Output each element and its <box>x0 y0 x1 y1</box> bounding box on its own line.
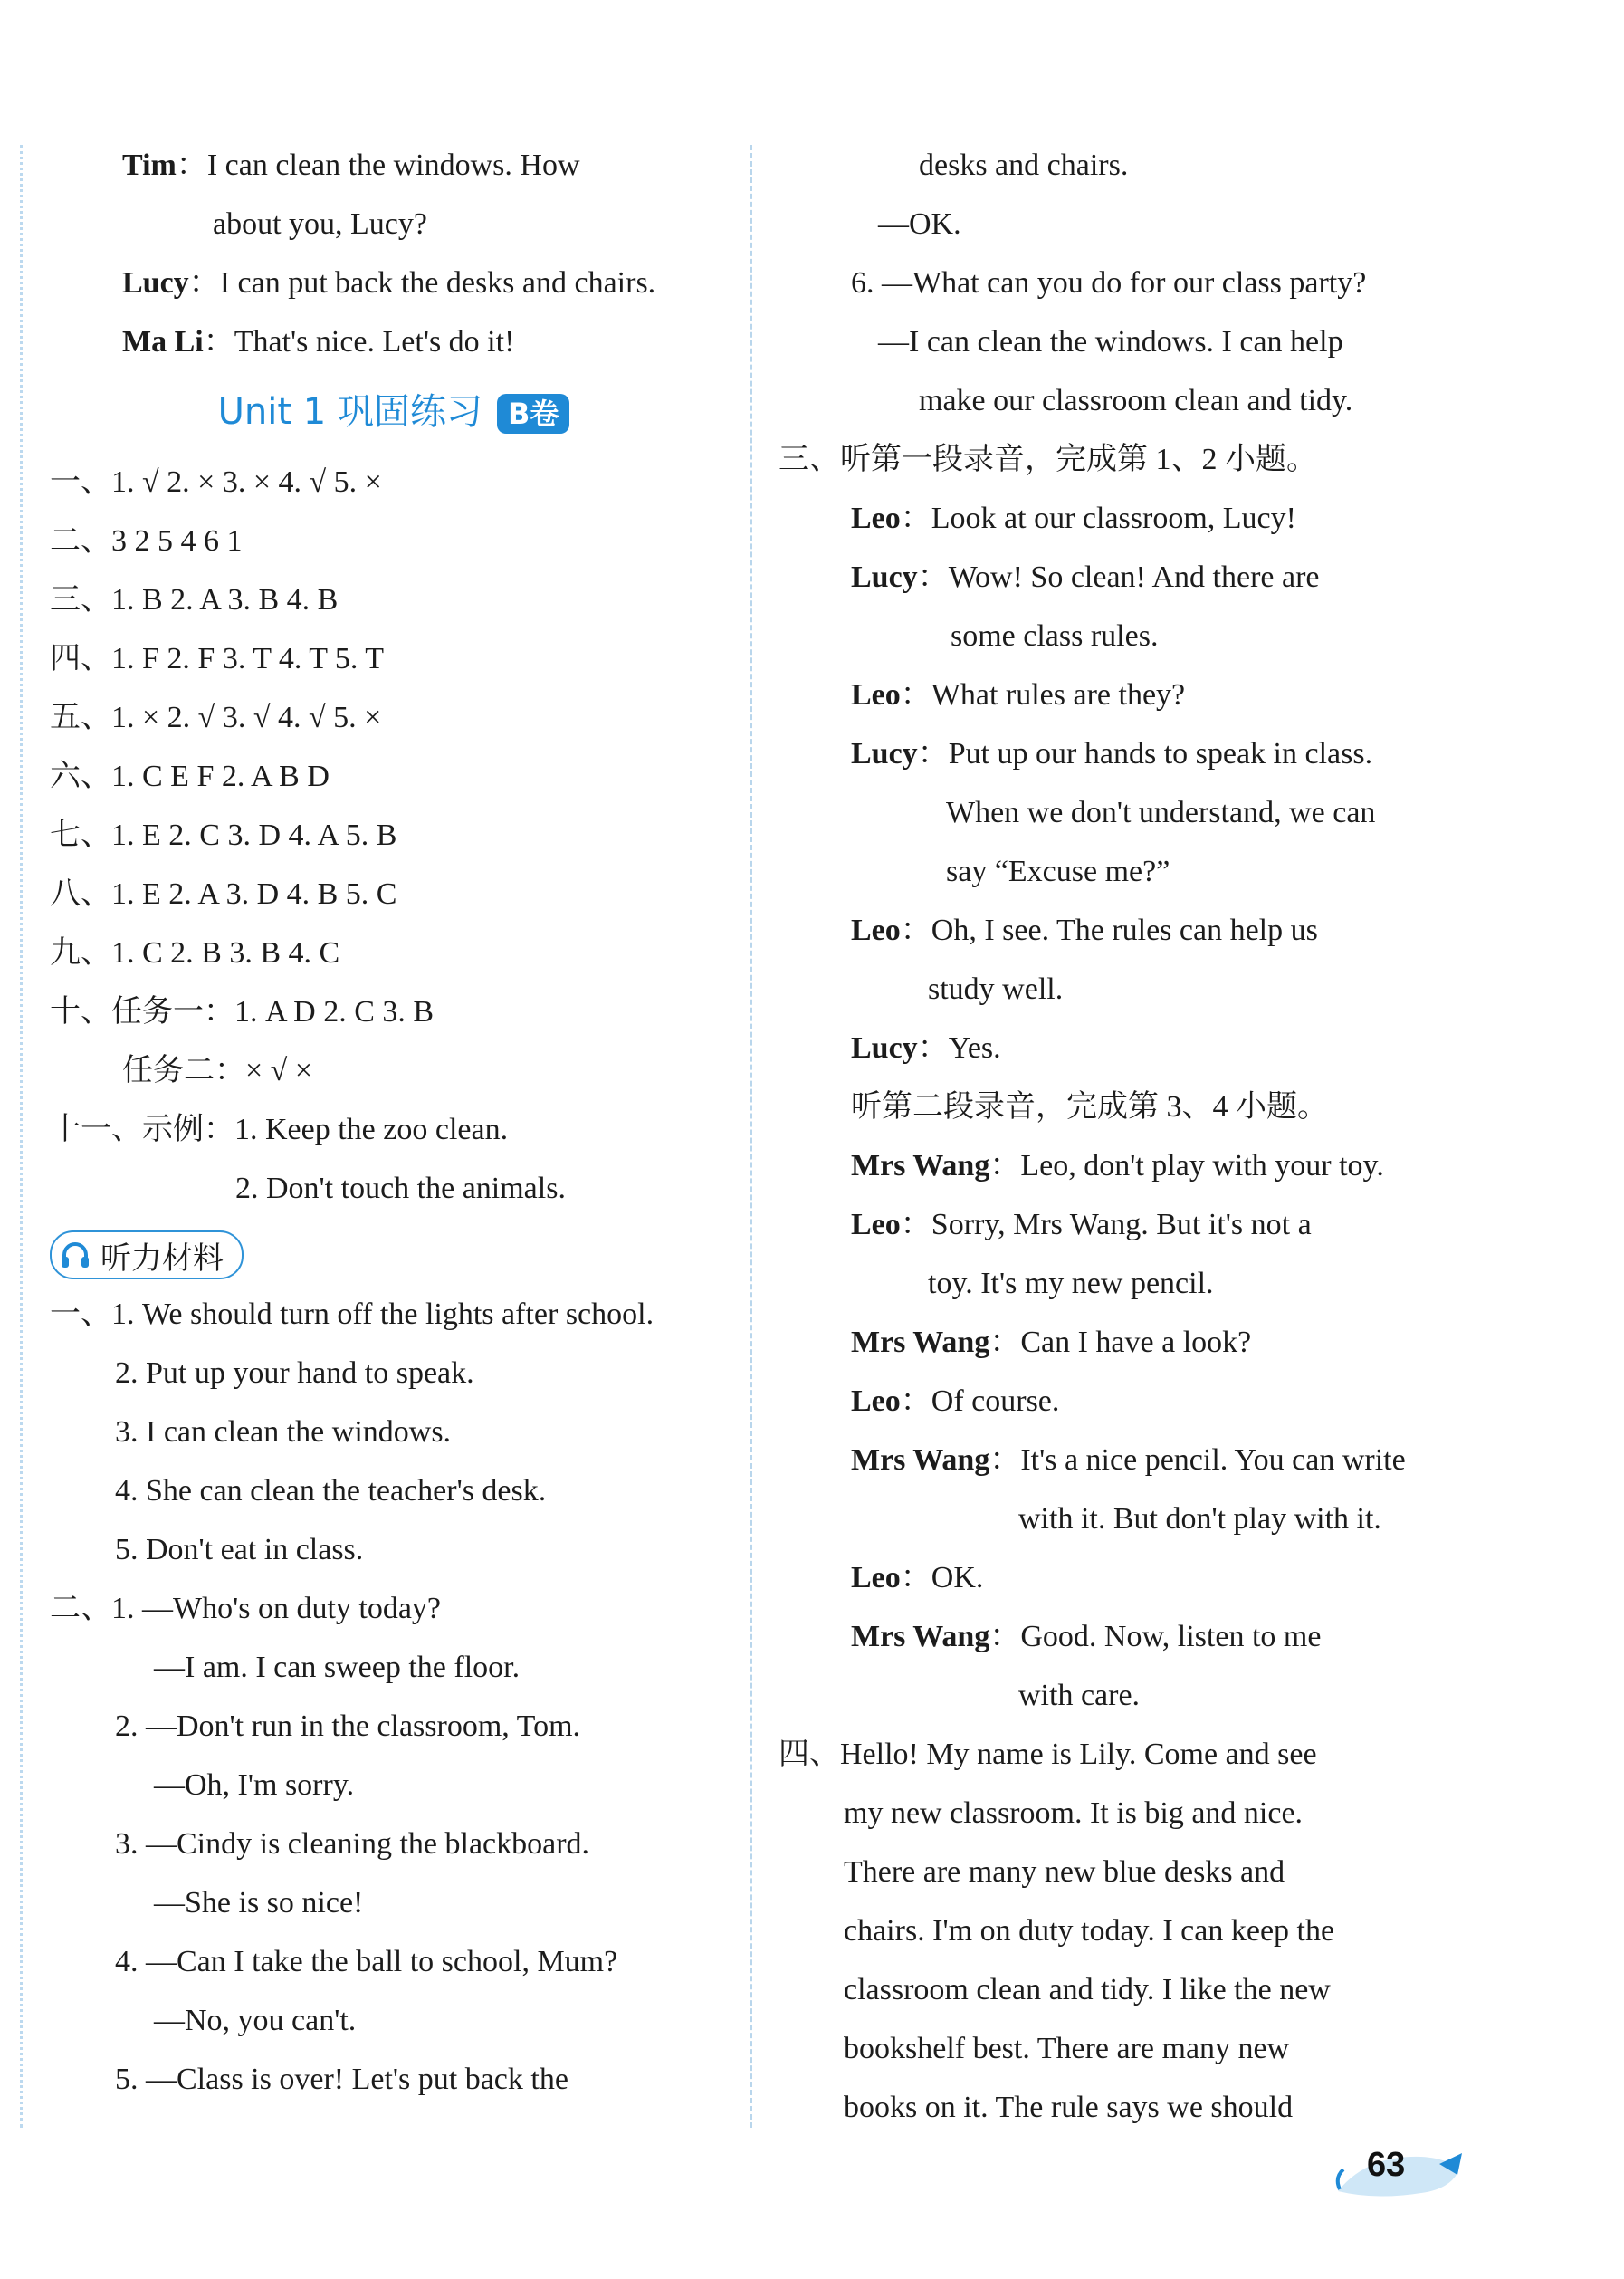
dialog-text: 听第二段录音，完成第 3、4 小题。 <box>851 1090 1328 1124</box>
colon: ： <box>900 1561 931 1594</box>
section-number: 二、 <box>50 1592 111 1625</box>
answer-text: 示例：1. Keep the zoo clean. <box>142 1113 509 1146</box>
dialog-line <box>779 666 1444 724</box>
dialog-text: What rules are they? <box>931 678 1186 712</box>
dialog-line <box>779 371 1444 430</box>
colon: ： <box>900 914 931 947</box>
colon: ： <box>917 560 949 594</box>
dialog-line <box>779 1960 1444 2019</box>
speaker-name: Lucy <box>851 737 918 771</box>
dialog-line <box>779 724 1444 783</box>
section-number: 八、 <box>50 877 111 911</box>
dialog-line <box>779 1843 1444 1901</box>
answer-line <box>50 806 738 865</box>
dialog-line <box>779 842 1444 901</box>
answer-line <box>50 1041 738 1100</box>
section-number: 九、 <box>50 936 111 970</box>
dialog-text: —I can clean the windows. I can help <box>878 325 1343 359</box>
answer-line <box>50 1815 738 1873</box>
dialog-text: say “Excuse me?” <box>946 855 1170 888</box>
answer-text: 1. F 2. F 3. T 4. T 5. T <box>111 642 385 675</box>
section-number: 三、 <box>50 583 111 617</box>
answer-text: 1. B 2. A 3. B 4. B <box>111 583 339 617</box>
dialog-line <box>779 1195 1444 1254</box>
dialog-text: study well. <box>928 972 1064 1006</box>
dialog-text: 四、Hello! My name is Lily. Come and see <box>779 1738 1317 1771</box>
page-number-badge <box>1331 2137 1466 2209</box>
section-number: 二、 <box>50 524 111 558</box>
answer-text: 任务一：1. A D 2. C 3. B <box>111 995 435 1029</box>
dialog-text: Good. Now, listen to me <box>1020 1620 1322 1653</box>
answer-text: —She is so nice! <box>154 1886 364 1920</box>
dialog-text: When we don't understand, we can <box>946 796 1376 829</box>
dialog-line <box>779 430 1444 489</box>
answer-text: 3 2 5 4 6 1 <box>111 524 243 558</box>
answer-text: 2. —Don't run in the classroom, Tom. <box>115 1709 581 1743</box>
speaker-name: Mrs Wang <box>851 1326 990 1359</box>
answer-text: 1. × 2. √ 3. √ 4. √ 5. × <box>111 701 382 734</box>
answer-text: 1. C 2. B 3. B 4. C <box>111 936 340 970</box>
dialog-text: bookshelf best. There are many new <box>844 2032 1290 2065</box>
colon: ： <box>188 266 220 300</box>
answer-text: 1. √ 2. × 3. × 4. √ 5. × <box>111 465 382 499</box>
dialog-text: Wow! So clean! And there are <box>948 560 1320 594</box>
answer-line <box>50 1638 738 1697</box>
left-column <box>50 136 738 2109</box>
answer-line <box>50 1159 738 1218</box>
speaker-name: Leo <box>851 1561 901 1594</box>
answer-text: 4. She can clean the teacher's desk. <box>115 1474 547 1508</box>
dialog-text: There are many new blue desks and <box>844 1855 1285 1889</box>
speaker-name: Tim <box>122 148 177 182</box>
dialog-line <box>779 136 1444 195</box>
answer-line <box>50 1403 738 1461</box>
dialog-line <box>779 1077 1444 1136</box>
answer-text: 3. —Cindy is cleaning the blackboard. <box>115 1827 590 1861</box>
dialog-text: Sorry, Mrs Wang. But it's not a <box>931 1208 1312 1241</box>
colon: ： <box>176 148 207 182</box>
answer-text: 3. I can clean the windows. <box>115 1415 452 1449</box>
dialog-line <box>779 1607 1444 1666</box>
answer-text: 1. We should turn off the lights after school. <box>111 1297 654 1331</box>
answer-text: 5. —Class is over! Let's put back the <box>115 2063 568 2096</box>
unit-badge: B卷 <box>497 394 569 434</box>
colon: ： <box>900 1208 931 1241</box>
dialog-line <box>779 1431 1444 1489</box>
dialog-line <box>779 607 1444 666</box>
dialog-text: I can clean the windows. How <box>206 148 580 182</box>
answer-text: 1. E 2. A 3. D 4. B 5. C <box>111 877 397 911</box>
dialog-text: with it. But don't play with it. <box>1018 1502 1381 1536</box>
speaker-name: Lucy <box>851 560 918 594</box>
dialog-text: Oh, I see. The rules can help us <box>931 914 1318 947</box>
dialog-text: my new classroom. It is big and nice. <box>844 1796 1304 1830</box>
answer-line <box>50 453 738 512</box>
dialog-text: OK. <box>931 1561 984 1594</box>
colon: ： <box>989 1443 1021 1477</box>
speaker-name: Leo <box>851 1384 901 1418</box>
colon: ： <box>203 325 234 359</box>
answer-line <box>50 1285 738 1344</box>
dialog-line <box>779 1725 1444 1784</box>
section-number: 五、 <box>50 701 111 734</box>
dialog-text: 三、听第一段录音，完成第 1、2 小题。 <box>779 443 1317 476</box>
dialog-line <box>779 1019 1444 1077</box>
dialog-line <box>50 312 738 371</box>
page-number: 63 <box>1367 2146 1406 2184</box>
headphones-icon <box>59 1239 91 1271</box>
answer-line <box>50 1579 738 1638</box>
answer-line <box>50 1991 738 2050</box>
dialog-text: —OK. <box>878 207 961 241</box>
section-number: 七、 <box>50 819 111 852</box>
dialog-text: chairs. I'm on duty today. I can keep the <box>844 1914 1335 1948</box>
dialog-text: Yes. <box>948 1031 1001 1065</box>
answer-line <box>50 924 738 982</box>
speaker-name: Mrs Wang <box>851 1149 990 1183</box>
dialog-text: toy. It's my new pencil. <box>928 1267 1214 1300</box>
answer-line <box>50 1697 738 1756</box>
section-number: 十、 <box>50 995 111 1029</box>
unit-title-text: Unit 1 巩固练习 <box>217 391 482 433</box>
speaker-name: Mrs Wang <box>851 1620 990 1653</box>
answer-text: 2. Don't touch the animals. <box>235 1172 566 1205</box>
answer-line <box>50 1100 738 1159</box>
answer-text: —I am. I can sweep the floor. <box>154 1651 521 1684</box>
answer-line <box>50 2050 738 2109</box>
dialog-text: classroom clean and tidy. I like the new <box>844 1973 1331 2006</box>
dialog-line <box>779 783 1444 842</box>
answer-line <box>50 1932 738 1991</box>
dialog-line <box>779 1784 1444 1843</box>
dialog-text: That's nice. Let's do it! <box>234 325 515 359</box>
answer-line <box>50 1756 738 1815</box>
dialog-line <box>779 1489 1444 1548</box>
dialog-text: some class rules. <box>951 619 1159 653</box>
dialog-text: Of course. <box>931 1384 1060 1418</box>
dialog-line <box>779 960 1444 1019</box>
dialog-text: Can I have a look? <box>1020 1326 1252 1359</box>
dialog-line <box>779 1372 1444 1431</box>
colon: ： <box>989 1620 1021 1653</box>
answer-line <box>50 865 738 924</box>
answer-text: 1. E 2. C 3. D 4. A 5. B <box>111 819 397 852</box>
answer-line <box>50 629 738 688</box>
dialog-line <box>50 254 738 312</box>
right-column <box>779 136 1444 2137</box>
answer-line <box>50 688 738 747</box>
answer-text: 1. C E F 2. A B D <box>111 760 330 793</box>
dialog-text: with care. <box>1018 1679 1141 1712</box>
colon: ： <box>917 737 949 771</box>
dialog-line <box>779 1901 1444 1960</box>
dialog-line <box>779 548 1444 607</box>
answer-line <box>50 1520 738 1579</box>
answer-text: 2. Put up your hand to speak. <box>115 1356 474 1390</box>
dialog-line <box>50 195 738 254</box>
column-divider <box>750 145 752 2128</box>
colon: ： <box>900 502 931 535</box>
dialog-line <box>779 489 1444 548</box>
colon: ： <box>900 678 931 712</box>
unit-title <box>50 371 738 453</box>
answer-text: 1. —Who's on duty today? <box>111 1592 442 1625</box>
answer-line <box>50 1461 738 1520</box>
dialog-line <box>779 1548 1444 1607</box>
dialog-line <box>779 2019 1444 2078</box>
section-number: 一、 <box>50 1297 111 1331</box>
colon: ： <box>989 1326 1021 1359</box>
speaker-name: Lucy <box>851 1031 918 1065</box>
section-number: 十一、 <box>50 1113 142 1146</box>
dialog-line <box>779 1313 1444 1372</box>
dialog-text: Put up our hands to speak in class. <box>948 737 1373 771</box>
dialog-line <box>779 1666 1444 1725</box>
speaker-name: Mrs Wang <box>851 1443 990 1477</box>
speaker-name: Lucy <box>122 266 189 300</box>
section-number: 四、 <box>50 642 111 675</box>
colon: ： <box>917 1031 949 1065</box>
dialog-text: make our classroom clean and tidy. <box>919 384 1353 417</box>
answer-text: —Oh, I'm sorry. <box>154 1768 355 1802</box>
listening-label <box>50 1230 244 1279</box>
dialog-line <box>50 136 738 195</box>
speaker-name: Leo <box>851 914 901 947</box>
answer-text: 4. —Can I take the ball to school, Mum? <box>115 1945 618 1978</box>
colon: ： <box>900 1384 931 1418</box>
section-number: 一、 <box>50 465 111 499</box>
dialog-text: I can put back the desks and chairs. <box>219 266 656 300</box>
answer-text: 5. Don't eat in class. <box>115 1533 364 1566</box>
dialog-line <box>779 1136 1444 1195</box>
colon: ： <box>989 1149 1021 1183</box>
speaker-name: Leo <box>851 1208 901 1241</box>
section-number: 六、 <box>50 760 111 793</box>
dialog-line <box>779 2078 1444 2137</box>
dialog-text: It's a nice pencil. You can write <box>1020 1443 1406 1477</box>
dialog-text: 6. —What can you do for our class party? <box>851 266 1367 300</box>
speaker-name: Leo <box>851 678 901 712</box>
answer-line <box>50 982 738 1041</box>
answer-line <box>50 747 738 806</box>
speaker-name: Ma Li <box>122 325 204 359</box>
answer-text: —No, you can't. <box>154 2004 357 2037</box>
listening-label-text: 听力材料 <box>100 1240 224 1277</box>
dialog-text: desks and chairs. <box>919 148 1129 182</box>
dialog-line <box>779 254 1444 312</box>
dialog-text: books on it. The rule says we should <box>844 2091 1294 2124</box>
answer-line <box>50 512 738 570</box>
answer-text: 任务二：× √ × <box>122 1054 313 1087</box>
speaker-name: Leo <box>851 502 901 535</box>
dialog-text: Look at our classroom, Lucy! <box>931 502 1296 535</box>
page-edge-line <box>20 145 23 2128</box>
dialog-line <box>779 195 1444 254</box>
dialog-text: about you, Lucy? <box>213 207 427 241</box>
answer-line <box>50 570 738 629</box>
answer-line <box>50 1873 738 1932</box>
answer-line <box>50 1344 738 1403</box>
dialog-line <box>779 312 1444 371</box>
dialog-text: Leo, don't play with your toy. <box>1020 1149 1384 1183</box>
dialog-line <box>779 1254 1444 1313</box>
dialog-line <box>779 901 1444 960</box>
